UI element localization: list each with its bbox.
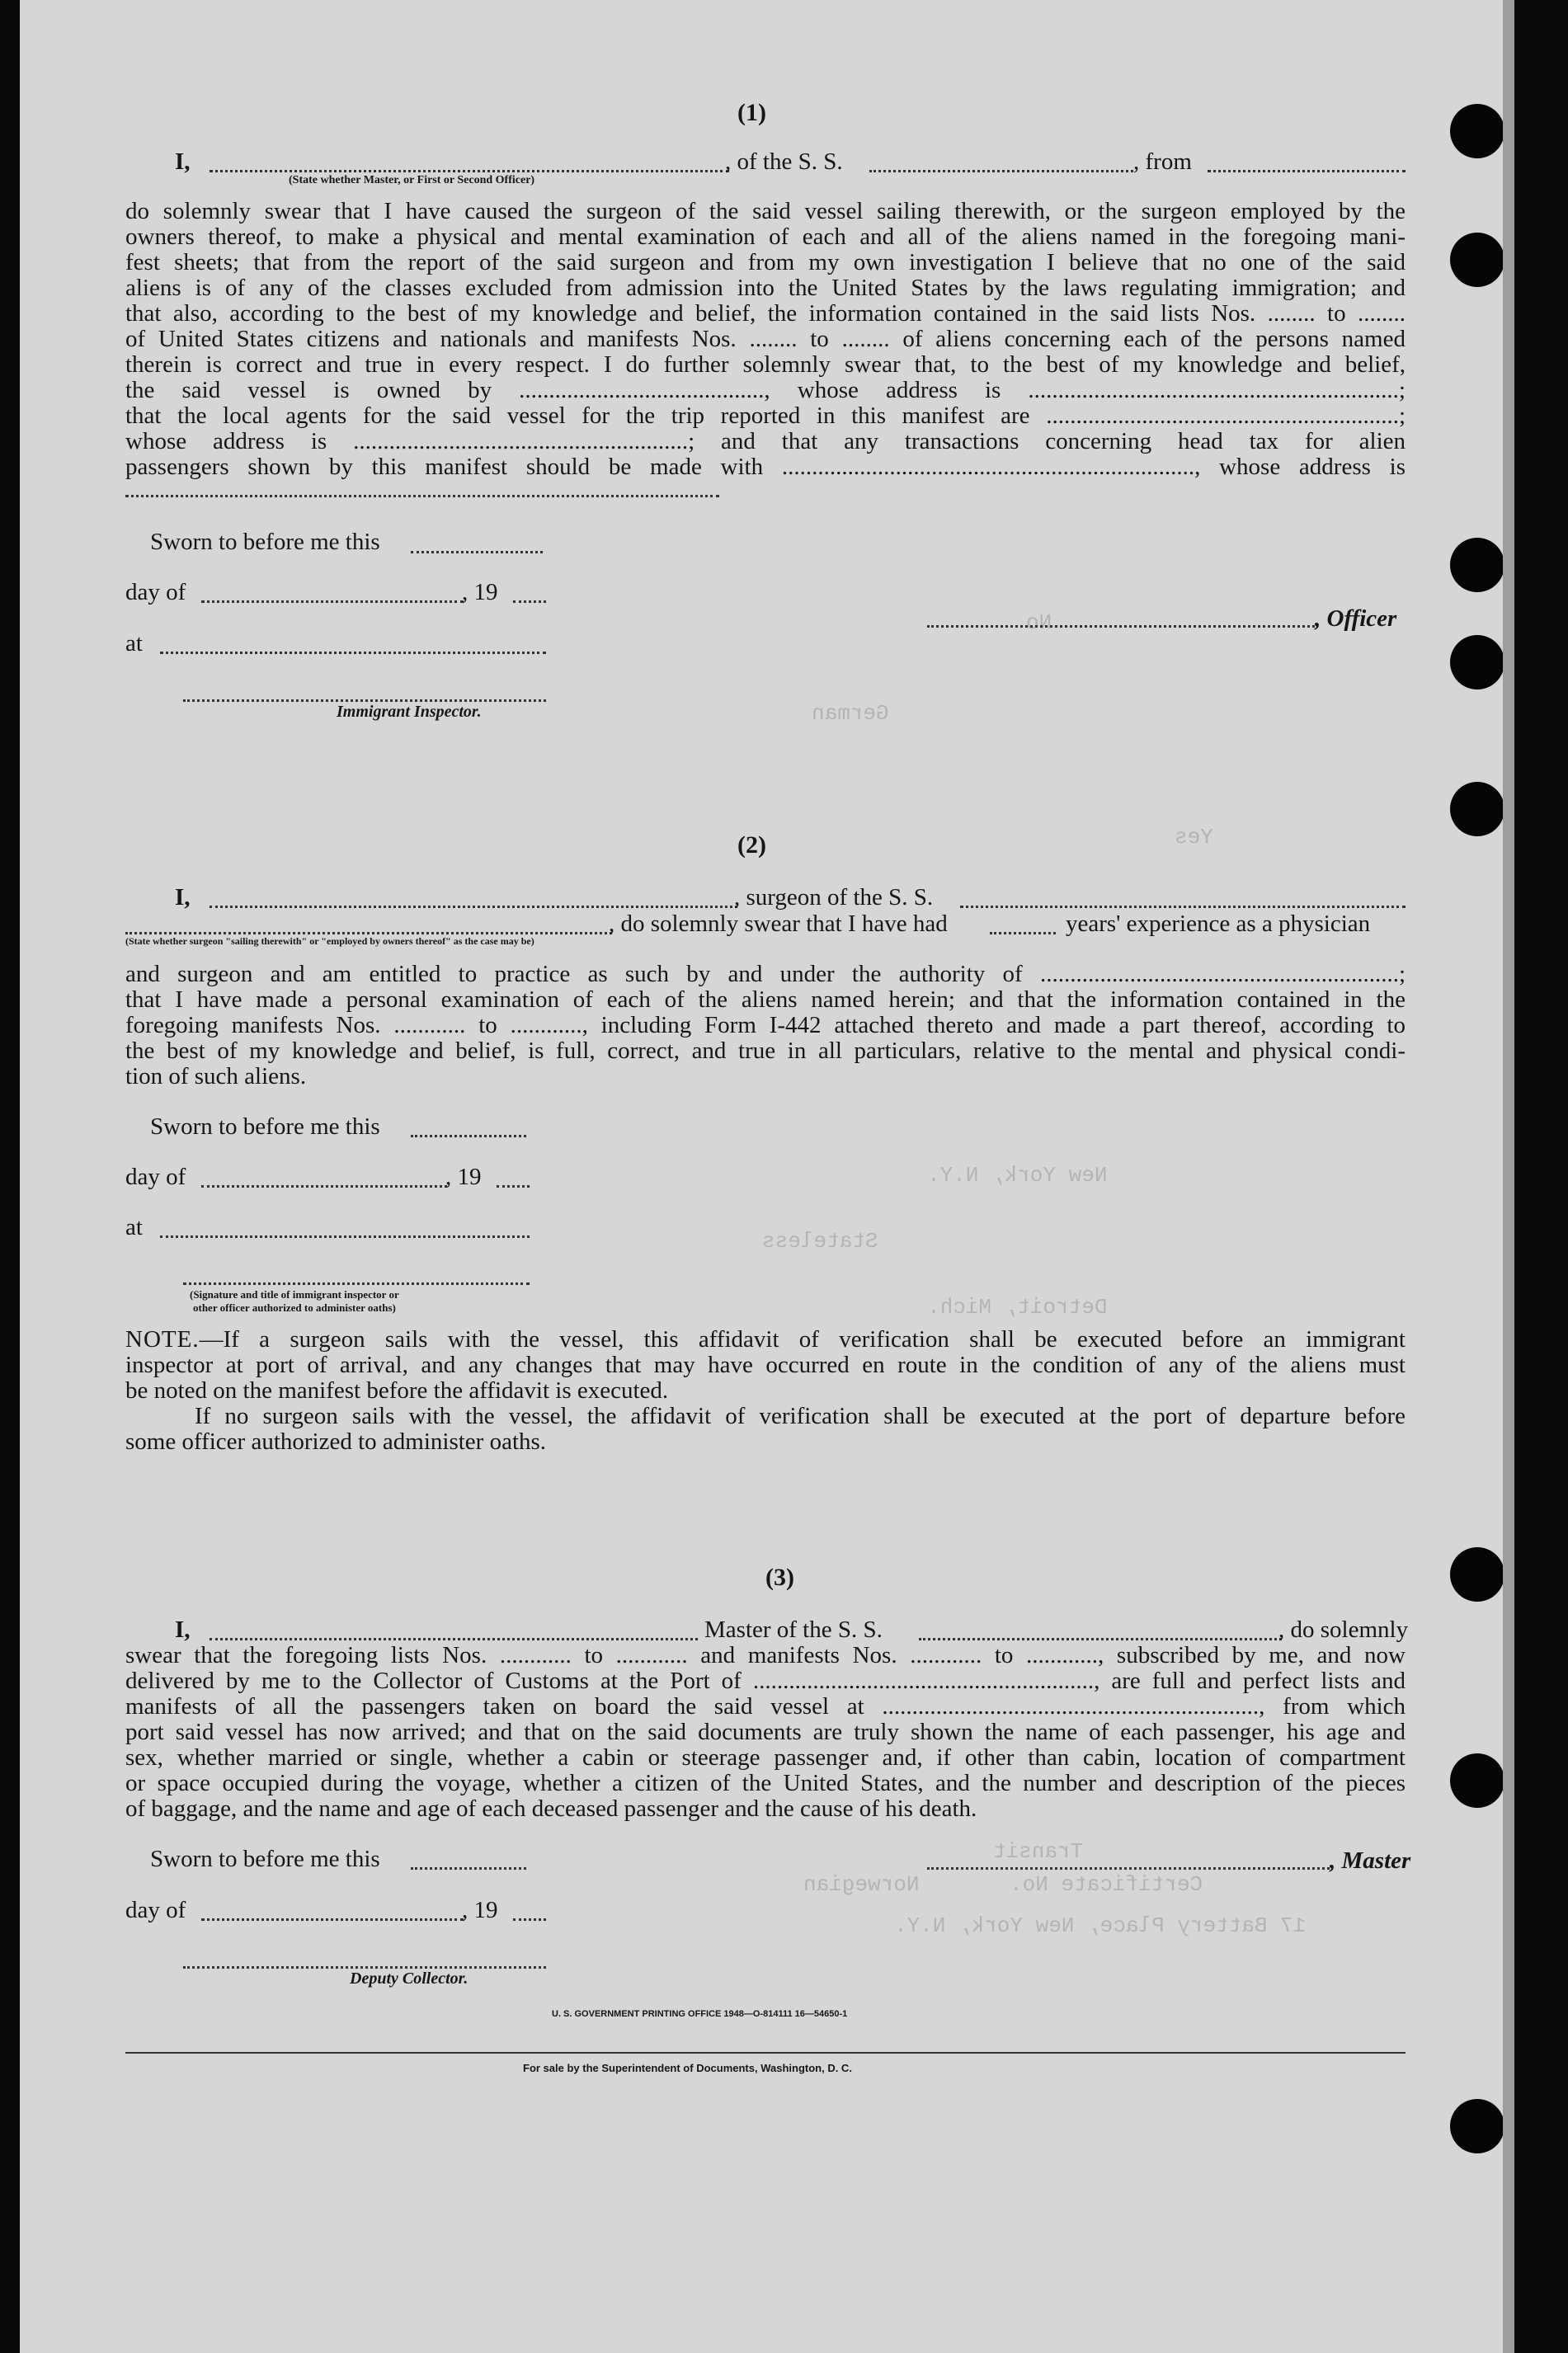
s2-note-text: —If a surgeon sails with the vessel, this affidavit of verification shall be executed before an immigrant <box>199 1326 1406 1353</box>
s1-inspector-signature-field[interactable] <box>183 699 546 702</box>
bleed-through-text: Certificate No. <box>1010 1872 1203 1897</box>
s3-collector-signature-field[interactable] <box>183 1966 546 1969</box>
s2-years-field[interactable] <box>990 932 1056 934</box>
s2-para-line: tion of such aliens. <box>125 1063 307 1089</box>
s1-para-line: therein is correct and true in every respect. I do further solemnly swear that, to the best of my knowledge and belief, <box>125 351 1406 378</box>
s2-day-field[interactable] <box>201 1185 447 1188</box>
bleed-through-text: German <box>812 701 889 726</box>
s2-day-of-label: day of <box>125 1164 186 1190</box>
s3-para-line: sex, whether married or single, whether a cabin or steerage passenger and, if other than cabin, location of compartment <box>125 1744 1406 1771</box>
s1-para-line: passengers shown by this manifest should be made with ....................................................................., whose address is <box>125 454 1406 480</box>
s3-ship-field[interactable] <box>919 1638 1282 1640</box>
s3-para-line: delivered by me to the Collector of Customs at the Port of ........................................................., are full and perfect lists and <box>125 1668 1406 1694</box>
s2-note-label: NOTE. <box>125 1326 200 1353</box>
s1-para-line: the said vessel is owned by ........................................., whose address is ..............................................................; <box>125 377 1406 403</box>
s1-day-of-label: day of <box>125 579 186 605</box>
s1-para-line: do solemnly swear that I have caused the surgeon of the said vessel sailing therewith, or the surgeon employed by the <box>125 198 1406 224</box>
s3-master-signature-field[interactable] <box>927 1867 1330 1870</box>
s2-note2-line: If no surgeon sails with the vessel, the affidavit of verification shall be executed at the port of departure before <box>195 1403 1406 1429</box>
s3-para-line: or space occupied during the voyage, whether a citizen of the United States, and the number and description of the pieces <box>125 1770 1406 1796</box>
s1-from-label: , from <box>1133 148 1192 175</box>
s2-sworn-date-field[interactable] <box>411 1135 526 1137</box>
s1-at-label: at <box>125 630 143 656</box>
s1-para-line: fest sheets; that from the report of the said surgeon and from my own investigation I believe that no one of the said <box>125 249 1406 275</box>
s1-name-field[interactable] <box>210 170 729 172</box>
s2-ship-label: , surgeon of the S. S. <box>734 884 934 911</box>
sale-notice: For sale by the Superintendent of Documents, Washington, D. C. <box>523 2062 852 2074</box>
punch-hole <box>1450 1547 1504 1602</box>
s1-ship-label: , of the S. S. <box>725 148 843 175</box>
s1-officer-text: , Officer <box>1315 605 1397 632</box>
s2-solemnly-label: , do solemnly swear that I have had <box>609 911 948 937</box>
s1-from-field[interactable] <box>1208 170 1406 172</box>
s2-note-line: be noted on the manifest before the affidavit is executed. <box>125 1377 669 1404</box>
section-1-number: (1) <box>737 99 766 126</box>
s1-signer-caption: Immigrant Inspector. <box>337 703 482 721</box>
s1-i-label: I, <box>175 148 191 175</box>
s3-para-line: port said vessel has now arrived; and that on the said documents are truly shown the name of each passenger, his age and <box>125 1719 1406 1745</box>
s3-solemnly-label: , do solemnly <box>1278 1617 1409 1643</box>
s2-para-line: that I have made a personal examination of each of the aliens named herein; and that the information contained in the <box>125 986 1406 1013</box>
punch-hole <box>1450 233 1504 287</box>
s1-para-line: owners thereof, to make a physical and mental examination of each and all of the aliens named in the foregoing mani- <box>125 224 1406 250</box>
s2-note2-line: some officer authorized to administer oaths. <box>125 1428 547 1455</box>
s3-para-line: manifests of all the passengers taken on board the said vessel at ..............................................................., from which <box>125 1693 1406 1720</box>
gpo-imprint: U. S. GOVERNMENT PRINTING OFFICE 1948—O-814111 16—54650-1 <box>552 2009 848 2019</box>
s3-name-field[interactable] <box>210 1638 698 1640</box>
bleed-through-text: Yes <box>1175 825 1213 849</box>
s2-officer-signature-field[interactable] <box>183 1282 530 1285</box>
s1-at-field[interactable] <box>160 652 546 654</box>
section-3-number: (3) <box>765 1564 794 1591</box>
s3-day-of-label: day of <box>125 1897 186 1923</box>
bleed-through-text: Stateless <box>762 1229 878 1254</box>
s1-officer-signature-field[interactable] <box>927 625 1315 628</box>
s2-i-label: I, <box>175 884 191 911</box>
s3-para-line: of baggage, and the name and age of each deceased passenger and the cause of his death. <box>125 1795 977 1822</box>
s2-para-line: the best of my knowledge and belief, is full, correct, and true in all particulars, relative to the mental and physical condi- <box>125 1038 1406 1064</box>
s2-at-field[interactable] <box>160 1235 530 1238</box>
s1-year-label: , 19 <box>462 579 498 605</box>
s2-year-label: , 19 <box>445 1164 482 1190</box>
s1-officer-label <box>1315 605 1396 632</box>
s3-para-line: swear that the foregoing lists Nos. ............ to ............ and manifests Nos. ............ to ............, subscribed by me, and now <box>125 1642 1406 1668</box>
bleed-through-text: No <box>1026 610 1052 635</box>
s3-year-label: , 19 <box>462 1897 498 1923</box>
s2-caption: (State whether surgeon "sailing therewith" or "employed by owners thereof" as the case may be) <box>125 935 534 947</box>
section-2-number: (2) <box>737 831 766 859</box>
document-page <box>20 0 1514 2353</box>
s2-sworn-label: Sworn to before me this <box>150 1113 380 1140</box>
s2-note-line <box>125 1326 1406 1353</box>
s1-para-line: that also, according to the best of my knowledge and belief, the information contained in the said lists Nos. ........ to ........ <box>125 300 1406 327</box>
s3-sworn-date-field[interactable] <box>411 1867 526 1870</box>
s1-para-line: of United States citizens and nationals and manifests Nos. ........ to ........ of aliens concerning each of the persons named <box>125 326 1406 352</box>
s1-caption: (State whether Master, or First or Second Officer) <box>289 174 535 186</box>
s2-at-label: at <box>125 1214 143 1240</box>
footer-rule <box>125 2052 1406 2054</box>
s2-surgeon-type-field[interactable] <box>125 932 612 934</box>
punch-hole <box>1450 104 1504 158</box>
s3-sworn-label: Sworn to before me this <box>150 1846 380 1872</box>
bleed-through-text: Norwegian <box>803 1872 920 1897</box>
s2-signer-caption: (Signature and title of immigrant inspector or <box>190 1288 399 1301</box>
s1-sworn-date-field[interactable] <box>411 551 543 553</box>
s1-address-field[interactable] <box>125 495 719 497</box>
s1-oath-line <box>175 148 191 175</box>
bleed-through-text: 17 Battery Place, New York, N.Y. <box>894 1913 1307 1938</box>
s1-para-line: aliens is of any of the classes excluded from admission into the United States by the laws regulating immigration; and <box>125 275 1406 301</box>
s2-ship-field[interactable] <box>960 906 1406 908</box>
s1-para-line: that the local agents for the said vessel for the trip reported in this manifest are ...........................................................; <box>125 402 1406 429</box>
s2-para-line: foregoing manifests Nos. ............ to ............, including Form I-442 attached thereto and made a part thereof, according to <box>125 1012 1406 1038</box>
punch-hole <box>1450 2099 1504 2153</box>
s3-master-text: , Master <box>1330 1847 1411 1874</box>
punch-hole <box>1450 538 1504 592</box>
s2-note-line: inspector at port of arrival, and any changes that may have occurred en route in the condition of any of the aliens must <box>125 1352 1406 1378</box>
s2-name-field[interactable] <box>210 906 737 908</box>
s1-year-field[interactable] <box>513 600 546 603</box>
s1-sworn-label: Sworn to before me this <box>150 529 380 555</box>
punch-hole <box>1450 635 1504 689</box>
s3-year-field[interactable] <box>513 1918 546 1921</box>
s3-ship-label: Master of the S. S. <box>704 1617 883 1643</box>
s3-signer-caption: Deputy Collector. <box>350 1969 469 1988</box>
bleed-through-text: Transit <box>993 1839 1084 1864</box>
s1-ship-field[interactable] <box>869 170 1133 172</box>
s2-year-field[interactable] <box>497 1185 530 1188</box>
s3-day-field[interactable] <box>201 1918 464 1921</box>
punch-hole <box>1450 1753 1504 1808</box>
bleed-through-text: Detroit, Mich. <box>927 1295 1108 1320</box>
s1-day-field[interactable] <box>201 600 464 603</box>
s2-signer-caption: other officer authorized to administer oaths) <box>193 1301 396 1314</box>
s3-master-label <box>1330 1847 1410 1874</box>
s1-para-line: whose address is ........................................................; and that any transactions concerning head tax for alien <box>125 428 1406 454</box>
s3-i-label: I, <box>175 1617 191 1643</box>
s2-years-label: years' experience as a physician <box>1066 911 1371 937</box>
punch-hole <box>1450 782 1504 836</box>
s2-para-line: and surgeon and am entitled to practice as such by and under the authority of ............................................................; <box>125 961 1406 987</box>
bleed-through-text: New York, N.Y. <box>927 1163 1108 1188</box>
